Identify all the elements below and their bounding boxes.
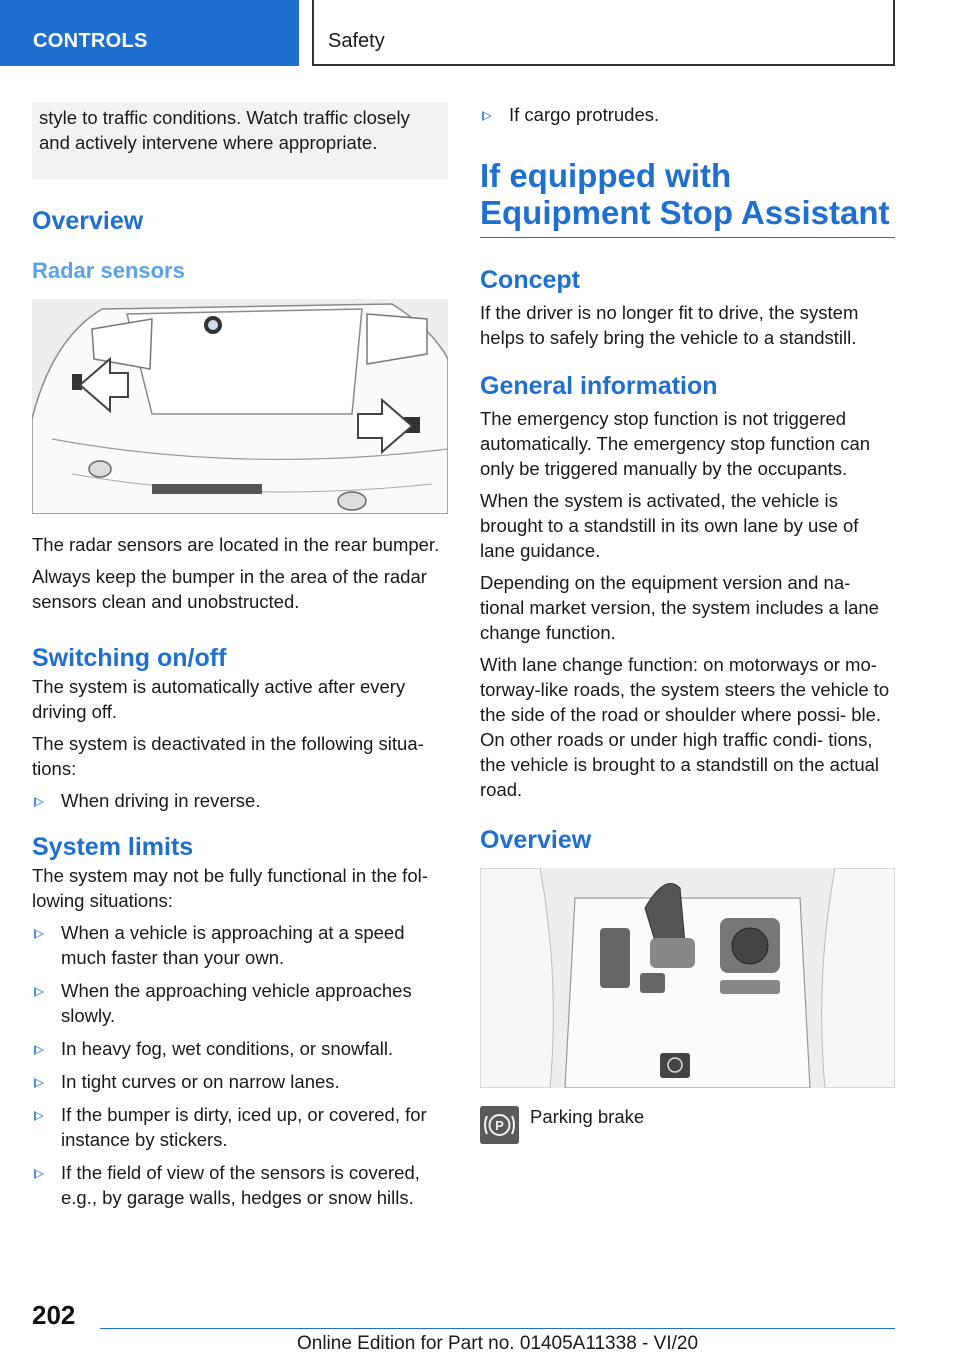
radar-paragraph-1: The radar sensors are located in the rear bumper.	[32, 534, 440, 555]
section-tab	[312, 0, 895, 66]
svg-text:P: P	[495, 1118, 504, 1133]
general-paragraph-4: With lane change function: on motorways or mo‐ torway-like roads, the system steers the vehicle to the side of the road or shoulder where possi‐ ble. On other roads or under high traffic condi‐ tions, the vehicle is brought to a standstill on the actual road.	[480, 654, 890, 800]
bullet-triangle-icon	[34, 987, 44, 997]
parking-brake-row	[480, 1106, 895, 1146]
general-paragraph-2: When the system is activated, the vehicle is brought to a standstill in its own lane by use of lane guidance.	[480, 490, 859, 561]
general-information-heading: General information	[480, 372, 718, 400]
list-item: In tight curves or on narrow lanes.	[32, 1069, 448, 1094]
limits-paragraph: The system may not be fully functional in the fol‐ lowing situations:	[32, 865, 428, 911]
switching-paragraph-2: The system is deactivated in the following situa‐ tions:	[32, 733, 424, 779]
note-box: style to traffic conditions. Watch traffic closely and actively intervene where appropriate.	[32, 102, 448, 179]
overview-heading-right: Overview	[480, 826, 592, 854]
chapter-tab	[0, 0, 299, 66]
switching-heading: Switching on/off	[32, 644, 227, 672]
radar-sensors-illustration	[32, 299, 448, 514]
radar-paragraph-2: Always keep the bumper in the area of the radar sensors clean and unobstructed.	[32, 566, 427, 612]
bullet-triangle-icon	[34, 1111, 44, 1121]
footer-divider	[100, 1328, 895, 1329]
general-paragraph-3: Depending on the equipment version and na‐ tional market version, the system includes a lane change function.	[480, 572, 879, 643]
page-number: 202	[32, 1300, 76, 1330]
parking-brake-icon	[480, 1106, 519, 1144]
parking-brake-label: Parking brake	[530, 1106, 645, 1127]
bullet-triangle-icon	[34, 1169, 44, 1179]
radar-sensors-heading: Radar sensors	[32, 258, 185, 283]
concept-heading: Concept	[480, 266, 580, 294]
concept-paragraph: If the driver is no longer fit to drive, the system helps to safely bring the vehicle to a standstill.	[480, 302, 859, 348]
list-item: If the bumper is dirty, iced up, or covered, for instance by stickers.	[32, 1102, 448, 1152]
list-item: If the field of view of the sensors is covered, e.g., by garage walls, hedges or snow hills.	[32, 1160, 448, 1210]
bullet-triangle-icon	[34, 797, 44, 807]
switching-list	[32, 788, 448, 813]
list-item: When driving in reverse.	[32, 788, 448, 813]
cargo-list	[480, 102, 895, 127]
bullet-triangle-icon	[482, 111, 492, 121]
equipment-stop-assistant-heading: If equipped with Equipment Stop Assistant	[480, 157, 895, 238]
list-item: If cargo protrudes.	[480, 102, 895, 127]
bullet-triangle-icon	[34, 1045, 44, 1055]
overview-heading: Overview	[32, 207, 144, 235]
list-item: When the approaching vehicle approaches slowly.	[32, 978, 448, 1028]
bullet-triangle-icon	[34, 1078, 44, 1088]
switching-paragraph-1: The system is automatically active after every driving off.	[32, 676, 406, 722]
limits-list	[32, 920, 448, 1210]
chapter-title: CONTROLS	[33, 30, 148, 52]
system-limits-heading: System limits	[32, 833, 194, 861]
edition-text: Online Edition for Part no. 01405A11338 - VI/20	[296, 1333, 699, 1354]
bullet-triangle-icon	[34, 929, 44, 939]
section-title: Safety	[328, 30, 385, 52]
center-console-illustration	[480, 868, 895, 1088]
list-item: When a vehicle is approaching at a speed much faster than your own.	[32, 920, 448, 970]
general-paragraph-1: The emergency stop function is not triggered automatically. The emergency stop function can only be triggered manually by the occupants.	[480, 408, 871, 479]
list-item: In heavy fog, wet conditions, or snowfall.	[32, 1036, 448, 1061]
left-column	[32, 102, 448, 1218]
right-column	[480, 102, 895, 1146]
